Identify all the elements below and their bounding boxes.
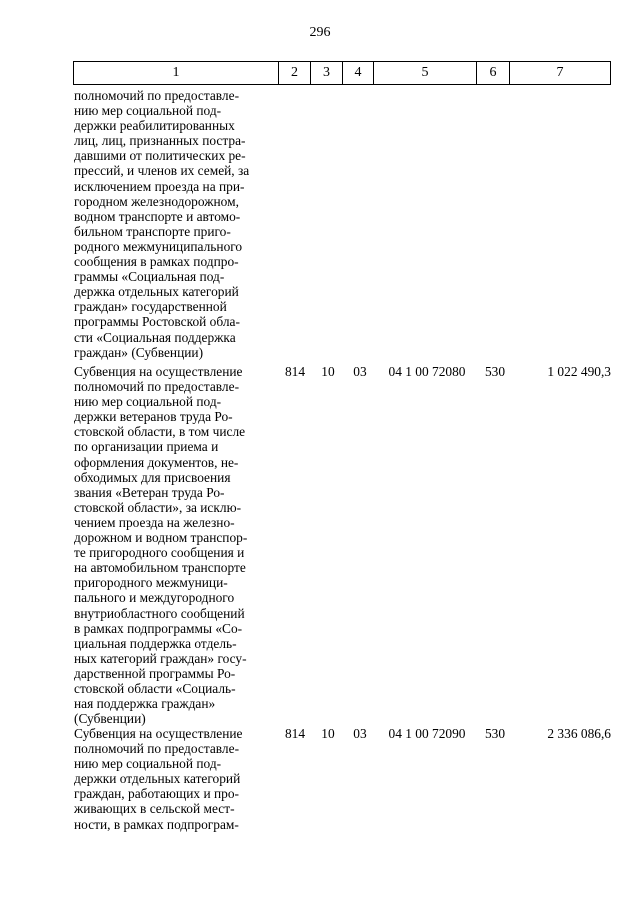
table-cell-amount: 1 022 490,3 bbox=[547, 364, 611, 379]
column-header-4: 4 bbox=[343, 62, 374, 85]
column-header-6: 6 bbox=[477, 62, 510, 85]
table-cell-section: 10 bbox=[321, 726, 335, 741]
table-cell-ministry: 814 bbox=[284, 364, 306, 379]
table-row-description: полномочий по предоставле- нию мер социальной под- держки реабилитированных лиц, лиц, признанных постра- давшими от политических ре- прессий, и членов их семей, за исключением проезда на при- городном железнодорожном, водном транспорте и автомо- бильном транспорте приго- родного межмуниципального сообщения в рамках подпро- граммы «Социальная под- держка отдельных категорий граждан» государственной программы Ростовской обла- сти «Социальная поддержка граждан» (Субвенции) bbox=[74, 88, 250, 360]
table-cell-expense-type: 530 bbox=[484, 364, 506, 379]
column-header-3: 3 bbox=[311, 62, 343, 85]
column-header-1: 1 bbox=[74, 62, 279, 85]
table-cell-target-article: 04 1 00 72080 bbox=[388, 364, 466, 379]
column-header-5: 5 bbox=[374, 62, 477, 85]
table-cell-expense-type: 530 bbox=[484, 726, 506, 741]
table-cell-subsection: 03 bbox=[353, 726, 367, 741]
table-cell-section: 10 bbox=[321, 364, 335, 379]
page-number: 296 bbox=[309, 25, 331, 40]
column-header-row bbox=[74, 62, 611, 85]
table-cell-amount: 2 336 086,6 bbox=[547, 726, 611, 741]
column-header-2: 2 bbox=[279, 62, 311, 85]
table-cell-ministry: 814 bbox=[284, 726, 306, 741]
table-row-description: Субвенция на осуществление полномочий по предоставле- нию мер социальной под- держки отдельных категорий граждан, работающих и про- живающих в сельской мест- ности, в рамках подпрограм- bbox=[74, 726, 243, 832]
table-cell-target-article: 04 1 00 72090 bbox=[388, 726, 466, 741]
column-header-7: 7 bbox=[510, 62, 611, 85]
table-row-description: Субвенция на осуществление полномочий по предоставле- нию мер социальной под- держки ветеранов труда Ро- стовской области, в том числе по организации приема и оформления документов, не- обходимых для присвоения звания «Ветеран труда Ро- стовской области», за исклю- чением проезда на железно- дорожном и водном транспор- те пригородного сообщения и на автомобильном транспорте пригородного межмуници- пального и междугородного внутриобластного сообщений в рамках подпрограммы «Со- циальная поддержка отдель- ных категорий граждан» госу- дарственной программы Ро- стовской области «Социаль- ная поддержка граждан» (Субвенции) bbox=[74, 364, 248, 727]
column-header-table bbox=[73, 61, 611, 85]
table-cell-subsection: 03 bbox=[353, 364, 367, 379]
